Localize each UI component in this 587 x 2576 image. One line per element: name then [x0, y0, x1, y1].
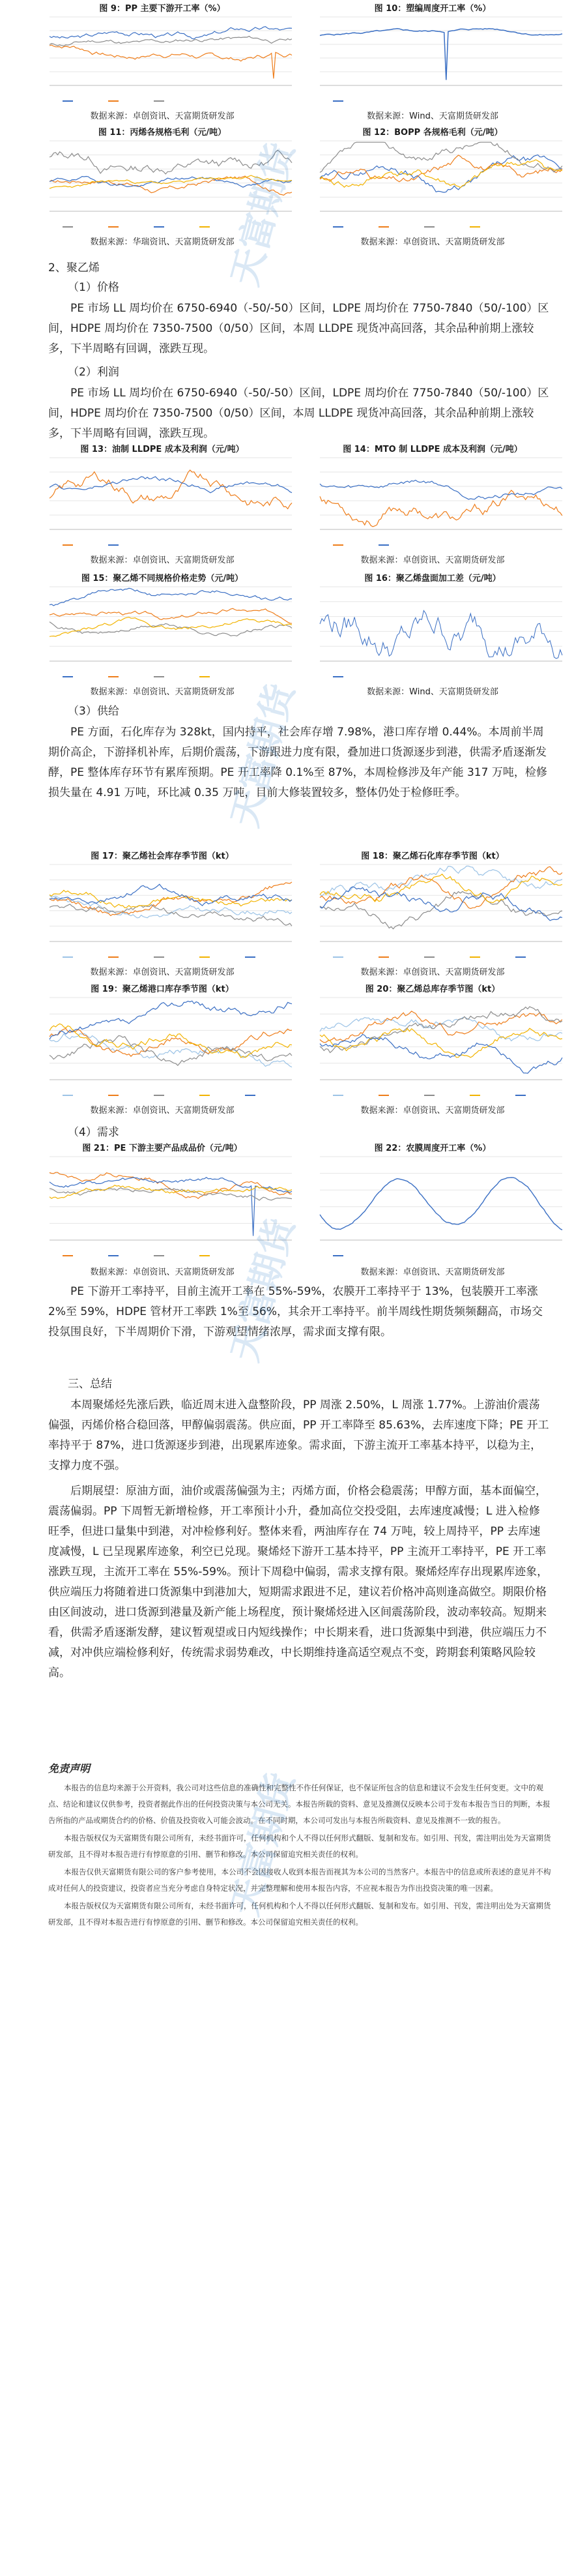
paragraph: 本周聚烯烃先涨后跌，临近周末进入盘整阶段，PP 周涨 2.50%，L 周涨 1.77%。上游油价震荡偏强，丙烯价格合稳回落，甲醇偏弱震荡。供应面，PP 开工率降至 85.63%，去库速度下降；PE 开工率持平于 87%，进口货源逐步到港，出现累库迹象。需求面，下游主流开工率基本持平，以稳为主，支撑力度不强。 — [48, 1399, 549, 1472]
figure-source: 数据来源：卓创资讯、天富期货研发部 — [360, 968, 505, 977]
chart-area — [26, 861, 298, 964]
series-line — [50, 477, 292, 493]
chart-area — [26, 13, 298, 108]
figure-source: 数据来源：卓创资讯、天富期货研发部 — [360, 555, 505, 565]
disclaimer-title: 免责声明 — [48, 1762, 91, 1775]
figure-18 — [296, 849, 569, 979]
figure-source: 数据来源：卓创资讯、天富期货研发部 — [360, 237, 505, 247]
series-line — [320, 611, 562, 659]
figure-title: 图 17：聚乙烯社会库存季节图（kt） — [91, 851, 234, 861]
series-line — [50, 1001, 292, 1039]
series-line — [320, 29, 562, 80]
figure-source: 数据来源：卓创资讯、天富期货研发部 — [90, 687, 235, 697]
figure-9 — [26, 1, 298, 124]
chart-area — [296, 454, 569, 552]
figure-title: 图 18：聚乙烯石化库存季节图（kt） — [361, 851, 504, 861]
chart-area — [26, 1153, 298, 1262]
summary-block — [48, 1395, 550, 1683]
paragraph: PE 市场 LL 周均价在 6750-6940（-50/-50）区间，LDPE 周均价在 7750-7840（50/-100）区间，HDPE 周均价在 7350-7500（0/50）区间，本周 LLDPE 现货冲高回落，其余品种前期上涨较多，下半周略有回调，涨跌互现。 — [48, 302, 549, 355]
figure-source: 数据来源：卓创资讯、天富期货研发部 — [90, 1106, 235, 1116]
chart-area — [26, 137, 298, 233]
figure-title: 图 12：BOPP 各规格毛利（元/吨） — [362, 128, 503, 138]
chart-area — [296, 861, 569, 964]
figure-20 — [296, 982, 569, 1118]
series-line — [320, 490, 562, 527]
svg-text:天富期货: 天富期货 — [223, 138, 303, 291]
figure-title: 图 11：丙烯各规格毛利（元/吨） — [98, 128, 227, 138]
supply-paragraph — [48, 722, 550, 803]
chart-area — [296, 1153, 569, 1262]
series-line — [50, 27, 292, 39]
series-line — [320, 1177, 562, 1230]
series-line — [320, 891, 562, 928]
demand-paragraph — [48, 1282, 550, 1342]
chart-area — [26, 454, 298, 552]
series-line — [320, 160, 562, 188]
price-paragraph — [48, 299, 550, 359]
disclaimer-body — [48, 1780, 553, 1932]
figure-title: 图 15：聚乙烯不同规格价格走势（元/吨） — [81, 574, 244, 584]
series-line — [50, 891, 292, 908]
series-line — [50, 1029, 292, 1057]
figure-title: 图 9：PP 主要下游开工率（%） — [99, 4, 225, 14]
figure-12 — [296, 125, 569, 249]
series-line — [50, 150, 292, 174]
series-line — [50, 617, 292, 637]
figure-17 — [26, 849, 298, 979]
profit-paragraph — [48, 383, 550, 444]
series-line — [320, 142, 562, 172]
chart-area — [296, 583, 569, 683]
subsection-heading: （3）供给 — [68, 705, 119, 718]
figure-title: 图 21：PE 下游主要产品成品价（元/吨） — [82, 1144, 242, 1153]
series-line — [320, 480, 562, 499]
figure-title: 图 22：农膜周度开工率（%） — [374, 1144, 491, 1153]
svg-text:天富期货: 天富期货 — [223, 679, 303, 832]
series-line — [50, 588, 292, 606]
figure-source: 数据来源：Wind、天富期货研发部 — [367, 687, 498, 697]
figure-title: 图 13：油制 LLDPE 成本及利润（元/吨） — [80, 445, 244, 454]
figure-11 — [26, 125, 298, 249]
series-line — [50, 1024, 292, 1058]
disclaimer-paragraph: 本报告版权仅为天富期货有限公司所有，未经书面许可，任何机构和个人不得以任何形式翻版、复制和发布。如引用、刊发，需注明出处为天富期货研发部，且不得对本报告进行有悖原意的引用、删节和修改。本公司保留追究相关责任的权利。 — [48, 1833, 551, 1859]
svg-text:天富期货: 天富期货 — [223, 1768, 303, 1921]
disclaimer-paragraph: 本报告仅供天富期货有限公司的客户参考使用，本公司不会因接收人收到本报告而视其为本公司的当然客户。本报告中的信息或所表述的意见并不构成对任何人的投资建议，投资者应当充分考虑自身特定状况，并完整理解和使用本报告内容，不应视本报告为作出投资决策的唯一因素。 — [48, 1867, 551, 1893]
series-line — [50, 1185, 292, 1198]
series-line — [320, 1035, 562, 1074]
svg-text:天富期货: 天富期货 — [223, 1213, 303, 1367]
section-heading: 2、聚乙烯 — [48, 261, 100, 274]
figure-source: 数据来源：卓创资讯、天富期货研发部 — [90, 555, 235, 565]
series-line — [320, 155, 562, 193]
figure-source: 数据来源：卓创资讯、天富期货研发部 — [360, 1106, 505, 1116]
chart-area — [296, 13, 569, 108]
figure-title: 图 20：聚乙烯总库存季节图（kt） — [365, 985, 500, 994]
figure-10 — [296, 1, 569, 124]
figure-22 — [296, 1141, 569, 1279]
figure-title: 图 19：聚乙烯港口库存季节图（kt） — [91, 985, 234, 994]
figure-19 — [26, 982, 298, 1118]
subsection-heading: （4）需求 — [68, 1126, 119, 1139]
figure-source: 数据来源：卓创资讯、天富期货研发部 — [90, 1267, 235, 1277]
subsection-heading: （1）价格 — [68, 281, 119, 294]
figure-title: 图 14：MTO 制 LLDPE 成本及利润（元/吨） — [343, 445, 523, 454]
figure-source: 数据来源：华瑞资讯、天富期货研发部 — [90, 237, 235, 247]
chart-area — [296, 994, 569, 1102]
figure-source: 数据来源：卓创资讯、天富期货研发部 — [90, 968, 235, 977]
series-line — [320, 866, 562, 908]
series-line — [50, 1172, 292, 1198]
paragraph: 后期展望：原油方面，油价或震荡偏强为主；丙烯方面，价格会稳震荡；甲醇方面，基本面偏空，震荡偏弱。PP 下周暂无新增检修，开工率预计小升，叠加高位交投受阻，去库速度减慢；L 进入检修旺季，但进口量集中到港，对冲检修利好。整体来看，两油库存在 74 万吨，较上周持平，PP 去库速度减慢，L 已呈现累库迹象，利空已兑现。聚烯烃下游开工基本持平，PP 主流开工率持平，PE 开工率涨跌互现，主流开工率在 55%-59%。预计下周稳中偏弱，需求支撑有限。聚烯烃库存出现累库迹象，供应端压力将随着进口货源集中到港加大，短期需求跟进不足，建议若价格冲高则逢高做空。期限价格由区间波动，进口货源到港量及新产能上场程度，预计聚烯烃进入区间震荡阶段，波动率较高。短期来看，供需矛盾逐渐发酵，建议暂观望或日内短线操作；中长期来看，进口货源集中到港，供应端压力不减，对冲供应端检修利好，传统需求弱势难改，中长期维持逢高适空观点不变，跨期套利策略风险较高。 — [48, 1485, 549, 1680]
series-line — [320, 155, 562, 182]
figure-title: 图 16：聚乙烯盘面加工差（元/吨） — [364, 574, 501, 584]
paragraph: PE 方面，石化库存为 328kt，国内持平，社会库存增 7.98%，港口库存增 0.44%。本周前半周期价高企，下游择机补库，后期价震荡，下游跟进力度有限，叠加进口货源逐步到港，供需矛盾逐渐发酵，PE 整体库存环节有累库预期。PE 开工率降 0.1%至 87%，本周检修涉及年产能 317 万吨，检修损失量在 4.91 万吨，环比减 0.35 万吨，目前大修装置较多，整体仍处于检修旺季。 — [48, 726, 547, 799]
figure-source: 数据来源：卓创资讯、天富期货研发部 — [90, 111, 235, 121]
disclaimer-paragraph: 本报告的信息均来源于公开资料，我公司对这些信息的准确性和完整性不作任何保证，也不保证所包含的信息和建议不会发生任何变更。文中的观点、结论和建议仅供参考，投资者据此作出的任何投资决策与本公司无关。本报告所载的资料、意见及推测仅反映本公司于发布本报告当日的判断，本报告所指的产品或期货合约的价格、价值及投资收入可能会波动。在不同时期，本公司可发出与本报告所载资料、意见及推测不一致的报告。 — [48, 1783, 551, 1825]
disclaimer-paragraph: 本报告版权仅为天富期货有限公司所有，未经书面许可，任何机构和个人不得以任何形式翻版、复制和发布。如引用、刊发，需注明出处为天富期货研发部，且不得对本报告进行有悖原意的引用、删节和修改。本公司保留追究相关责任的权利。 — [48, 1901, 551, 1927]
section-heading: 三、总结 — [68, 1378, 112, 1391]
series-line — [320, 1017, 562, 1041]
figure-13 — [26, 442, 298, 567]
figure-source: 数据来源：Wind、天富期货研发部 — [367, 111, 498, 121]
figure-title: 图 10：塑编周度开工率（%） — [374, 4, 491, 14]
series-line — [50, 177, 292, 188]
figure-15 — [26, 571, 298, 699]
series-line — [50, 45, 292, 78]
chart-area — [26, 994, 298, 1102]
figure-14 — [296, 442, 569, 567]
series-line — [50, 608, 292, 623]
subsection-heading: （2）利润 — [68, 366, 119, 379]
figure-source: 数据来源：卓创资讯、天富期货研发部 — [360, 1267, 505, 1277]
paragraph: PE 市场 LL 周均价在 6750-6940（-50/-50）区间，LDPE 周均价在 7750-7840（50/-100）区间，HDPE 周均价在 7350-7500（0/50）区间，本周 LLDPE 现货冲高回落，其余品种前期上涨较多，下半周略有回调，涨跌互现。 — [48, 387, 549, 440]
chart-area — [296, 137, 569, 233]
series-line — [320, 1028, 562, 1058]
paragraph: PE 下游开工率持平，目前主流开工率在 55%-59%，农膜开工率持平于 13%，包装膜开工率涨 2%至 59%，HDPE 管材开工率跌 1%至 56%，其余开工率持平。前半周线性期货频频翻高，市场交投氛围良好，下半周期价下滑，下游观望情绪浓厚，需求面支撑有限。 — [48, 1285, 543, 1339]
series-line — [50, 904, 292, 926]
figure-16 — [296, 571, 569, 699]
figure-21 — [26, 1141, 298, 1279]
chart-area — [26, 583, 298, 683]
